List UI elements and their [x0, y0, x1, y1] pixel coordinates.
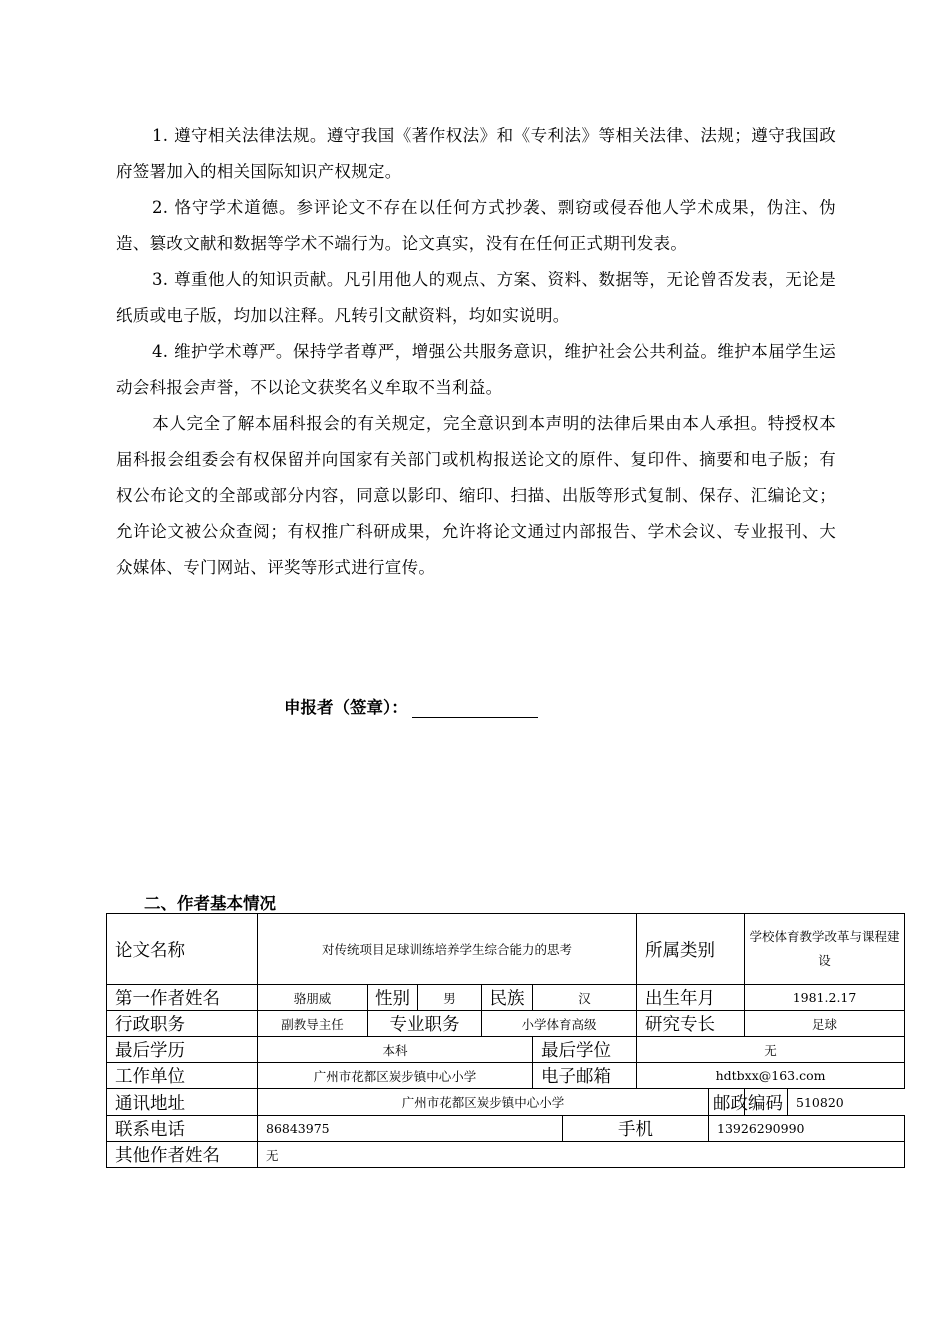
ethnicity-label: 民族: [482, 985, 533, 1011]
degree-value: 无: [637, 1037, 905, 1063]
postcode-split: [709, 1089, 848, 1115]
degree-label: 最后学位: [533, 1037, 637, 1063]
phone-label: 联系电话: [107, 1116, 258, 1142]
education-value: 本科: [258, 1037, 533, 1063]
paper-title-value: 对传统项目足球训练培养学生综合能力的思考: [258, 914, 637, 985]
table-row: [107, 985, 905, 1011]
prof-title-value: 小学体育高级: [482, 1011, 637, 1037]
other-authors-label: 其他作者姓名: [107, 1142, 258, 1168]
email-value[interactable]: hdtbxx@163.com: [637, 1063, 905, 1089]
employer-value: 广州市花都区炭步镇中心小学: [258, 1063, 533, 1089]
pledge-item-4-text: 4. 维护学术尊严。保持学者尊严，增强公共服务意识，维护社会公共利益。维护本届学生运动会科报会声誉，不以论文获奖名义牟取不当利益。: [116, 342, 836, 397]
table-row: [107, 1037, 905, 1063]
pledge-item-3-text: 3. 尊重他人的知识贡献。凡引用他人的观点、方案、资料、数据等，无论曾否发表，无论是纸质或电子版，均加以注释。凡转引文献资料，均如实说明。: [116, 270, 836, 325]
authorization-statement-text: 本人完全了解本届科报会的有关规定，完全意识到本声明的法律后果由本人承担。特授权本届科报会组委会有权保留并向国家有关部门或机构报送论文的原件、复印件、摘要和电子版；有权公布论文的全部或部分内容，同意以影印、缩印、扫描、出版等形式复制、保存、汇编论文；允许论文被公众查阅；有权推广科研成果，允许将论文通过内部报告、学术会议、专业报刊、大众媒体、专门网站、评奖等形式进行宣传。: [116, 414, 836, 577]
author-info-table: [106, 913, 905, 1168]
category-label: 所属类别: [637, 914, 745, 985]
other-authors-value: 无: [258, 1142, 905, 1168]
pledge-item-3: [116, 262, 836, 334]
education-label: 最后学历: [107, 1037, 258, 1063]
admin-post-label: 行政职务: [107, 1011, 258, 1037]
gender-label: 性别: [368, 985, 418, 1011]
pledge-item-1: [116, 118, 836, 190]
paper-title-label: 论文名称: [107, 914, 258, 985]
postcode-value: [709, 1089, 844, 1116]
signature-block: [284, 694, 538, 718]
first-author-value: 骆朋威: [258, 985, 368, 1011]
table-row: [107, 1089, 905, 1116]
postcode-number: 510820: [796, 1094, 844, 1110]
pledge-item-4: [116, 334, 836, 406]
pledge-item-2-text: 2. 恪守学术道德。参评论文不存在以任何方式抄袭、剽窃或侵吞他人学术成果，伪注、伪造、篡改文献和数据等学术不端行为。论文真实，没有在任何正式期刊发表。: [116, 198, 836, 253]
birth-value: 1981.2.17: [745, 985, 905, 1011]
specialty-value: 足球: [745, 1011, 905, 1037]
gender-value: 男: [418, 985, 482, 1011]
ethnicity-value: 汉: [533, 985, 637, 1011]
pledge-item-2: [116, 190, 836, 262]
signature-line[interactable]: [412, 699, 538, 718]
birth-label: 出生年月: [637, 985, 745, 1011]
phone-value: 86843975: [258, 1116, 563, 1142]
category-value: 学校体育教学改革与课程建设: [745, 914, 905, 985]
section-title: 二、作者基本情况: [144, 894, 276, 913]
postcode-label: 邮政编码: [709, 1089, 788, 1115]
address-value: 广州市花都区炭步镇中心小学: [258, 1089, 709, 1116]
employer-label: 工作单位: [107, 1063, 258, 1089]
table-row: [107, 1142, 905, 1168]
table-row: [107, 1011, 905, 1037]
prof-title-label: 专业职务: [368, 1011, 482, 1037]
first-author-label: 第一作者姓名: [107, 985, 258, 1011]
table-row: [107, 1063, 905, 1089]
address-label: 通讯地址: [107, 1089, 258, 1116]
table-row: [107, 914, 905, 985]
admin-post-value: 副教导主任: [258, 1011, 368, 1037]
authorization-statement: [116, 406, 836, 586]
mobile-value: 13926290990: [709, 1116, 905, 1142]
email-label: 电子邮箱: [533, 1063, 637, 1089]
specialty-label: 研究专长: [637, 1011, 745, 1037]
signature-label: 申报者（签章）：: [284, 698, 408, 717]
mobile-label: 手机: [563, 1116, 709, 1142]
table-row: [107, 1116, 905, 1142]
pledge-item-1-text: 1. 遵守相关法律法规。遵守我国《著作权法》和《专利法》等相关法律、法规；遵守我国政府签署加入的相关国际知识产权规定。: [116, 126, 836, 181]
